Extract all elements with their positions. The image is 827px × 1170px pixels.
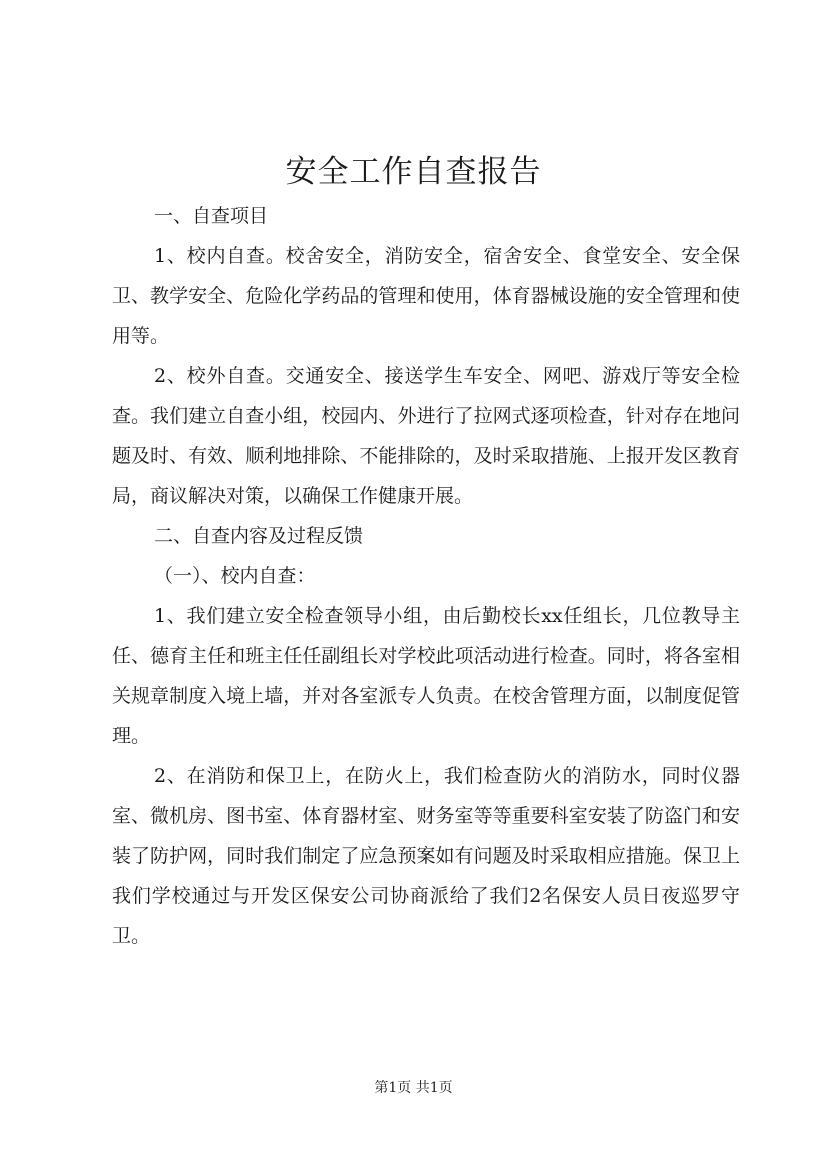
document-body xyxy=(112,196,740,956)
section-heading-1: 一、自查项目 xyxy=(154,205,269,227)
paragraph-3: 1、我们建立安全检查领导小组，由后勤校长xx任组长，几位教导主任、德育主任和班主任任副组长对学校此项活动进行检查。同时，将各室相关规章制度入境上墙，并对各室派专人负责。在校舍管理方面，以制度促管理。 xyxy=(112,605,740,747)
subsection-heading-1: （一）、校内自查： xyxy=(154,565,316,587)
paragraph-4: 2、在消防和保卫上，在防火上，我们检查防火的消防水，同时仪器室、微机房、图书室、体育器材室、财务室等等重要科室安装了防盗门和安装了防护网，同时我们制定了应急预案如有问题及时采取相应措施。保卫上我们学校通过与开发区保安公司协商派给了我们2名保安人员日夜巡罗守卫。 xyxy=(112,765,740,947)
paragraph-2: 2、校外自查。交通安全、接送学生车安全、网吧、游戏厅等安全检查。我们建立自查小组，校园内、外进行了拉网式逐项检查，针对存在地问题及时、有效、顺利地排除、不能排除的，及时采取措施、上报开发区教育局，商议解决对策，以确保工作健康开展。 xyxy=(112,365,740,507)
section-heading-2: 二、自查内容及过程反馈 xyxy=(154,525,364,547)
page-footer: 第1页 共1页 xyxy=(374,1080,453,1096)
paragraph-1: 1、校内自查。校舍安全，消防安全，宿舍安全、食堂安全、安全保卫、教学安全、危险化学药品的管理和使用，体育器械设施的安全管理和使用等。 xyxy=(112,245,740,347)
document-title: 安全工作自查报告 xyxy=(285,154,542,190)
